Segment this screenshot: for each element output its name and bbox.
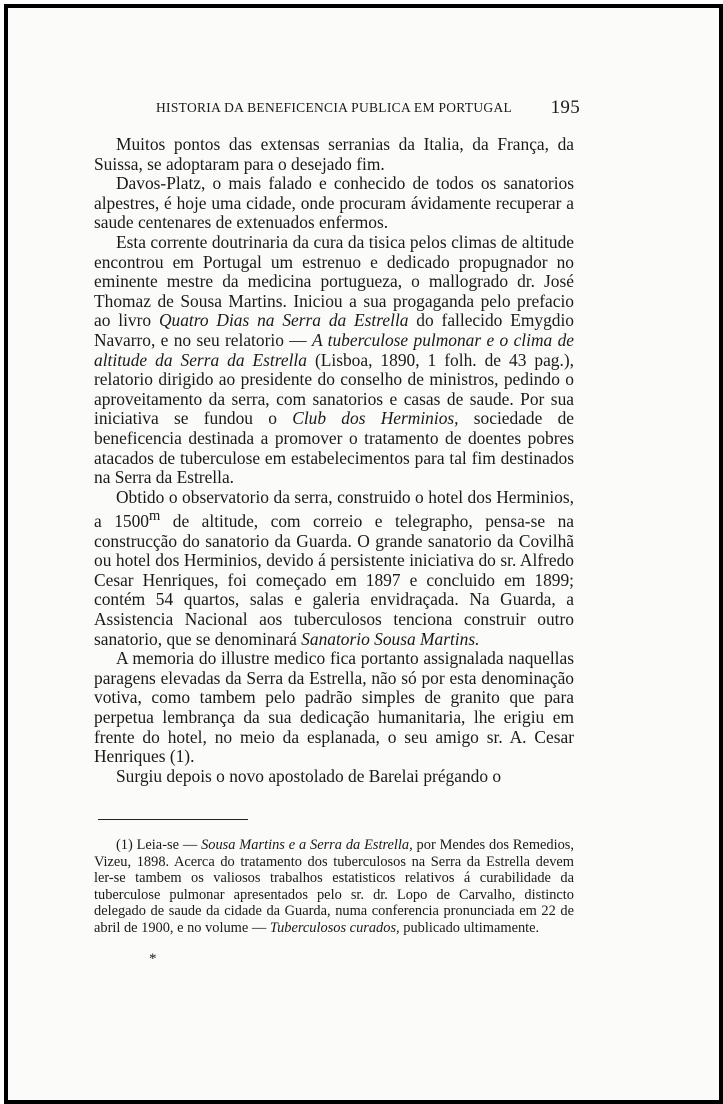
page-frame	[4, 4, 723, 1104]
text-run: Obtido o observatorio da serra, construido o hotel dos Herminios, a 1500	[94, 486, 574, 532]
italic-title: Tuberculosos curados,	[269, 919, 400, 936]
footnote-rule	[98, 819, 248, 820]
text-run: A memoria do illustre medico fica portanto assignalada naquellas paragens elevadas da Serra da Estrella, não só por esta denominação votiva, como tambem pelo padrão simples de granito que para perpetua lembrança da sua dedicação humanitaria, lhe erigiu em frente do hotel, no meio da esplanada, o seu amigo sr. A. Cesar Henriques (1).	[94, 648, 574, 767]
text-run: (1) Leia-se —	[116, 837, 202, 853]
footnote	[94, 837, 574, 937]
italic-title: A tuberculose pulmonar e o clima de altitude da Serra da Estrella	[94, 329, 574, 370]
italic-title: Club dos Herminios,	[292, 408, 459, 429]
running-header	[156, 97, 580, 118]
body-paragraph	[94, 649, 574, 767]
body-text	[94, 135, 574, 786]
body-paragraph	[94, 233, 574, 488]
body-paragraph	[94, 767, 574, 787]
text-run: de altitude, com correio e telegrapho, pensa-se na construcção do sanatorio da Guarda. O grande sanatorio da Covilhã ou hotel dos Herminios, devido á persistente iniciativa do sr. Alfredo Cesar Henriques, foi começado em 1897 e concluido em 1899; contém 54 quartos, salas e galeria envidraçada. Na Guarda, a Assistencia Nacional aos tuberculosos tenciona construir outro sanatorio, que se denominará	[94, 511, 574, 649]
superscript-unit: m	[148, 508, 161, 525]
page-number: 195	[550, 97, 580, 118]
body-paragraph	[94, 174, 574, 233]
text-run: Surgiu depois o novo apostolado de Barelai prégando o	[116, 765, 502, 786]
italic-title: Sanatorio Sousa Martins.	[301, 628, 480, 649]
body-paragraph	[94, 488, 574, 650]
text-run: publicado ultimamente.	[399, 919, 540, 936]
italic-title: Quatro Dias na Serra da Estrella	[158, 310, 409, 331]
text-run: sociedade de beneficencia destinada a promover o tratamento de doentes pobres atacados de tuberculose em estabelecimentos para tal fim destinados na Serra da Estrella.	[94, 408, 575, 488]
body-paragraph	[94, 135, 574, 174]
asterisk-mark: *	[149, 951, 157, 967]
italic-title: Sousa Martins e a Serra da Estrella,	[201, 837, 413, 853]
footnote-paragraph	[94, 837, 574, 937]
text-run: Davos-Platz, o mais falado e conhecido de todos os sanatorios alpestres, é hoje uma cidade, onde procuram ávidamente recuperar a saude centenares de extenuados enfermos.	[94, 173, 574, 233]
text-run: Esta corrente doutrinaria da cura da tisica pelos climas de altitude encontrou em Portugal um estrenuo e dedicado propugnador no eminente mestre da medicina portugueza, o mallogrado dr. José Thomaz de Sousa Martins. Iniciou a sua progaganda pelo prefacio ao livro	[94, 231, 574, 331]
running-title: HISTORIA DA BENEFICENCIA PUBLICA EM PORTUGAL	[156, 100, 513, 115]
text-run: Muitos pontos das extensas serranias da Italia, da França, da Suissa, se adoptaram para o desejado fim.	[94, 134, 574, 174]
text-run: (Lisboa, 1890, 1 folh. de 43 pag.), relatorio dirigido ao presidente do conselho de ministros, pedindo o aproveitamento da serra, com sanatorios e casas de saude. Por sua iniciativa se fundou o	[94, 349, 574, 429]
text-run: do fallecido Emygdio Navarro, e no seu relatorio —	[94, 310, 574, 350]
text-run: por Mendes dos Remedios, Vizeu, 1898. Acerca do tratamento dos tuberculosos na Serra da Estrella devem ler-se tambem os valiosos trabalhos estatisticos relativos á curabilidade da tuberculose pulmonar apresentados pelo sr. dr. Lopo de Carvalho, distincto delegado de saude da cidade da Guarda, numa conferencia pronunciada em 22 de abril de 1900, e no volume —	[94, 837, 574, 936]
